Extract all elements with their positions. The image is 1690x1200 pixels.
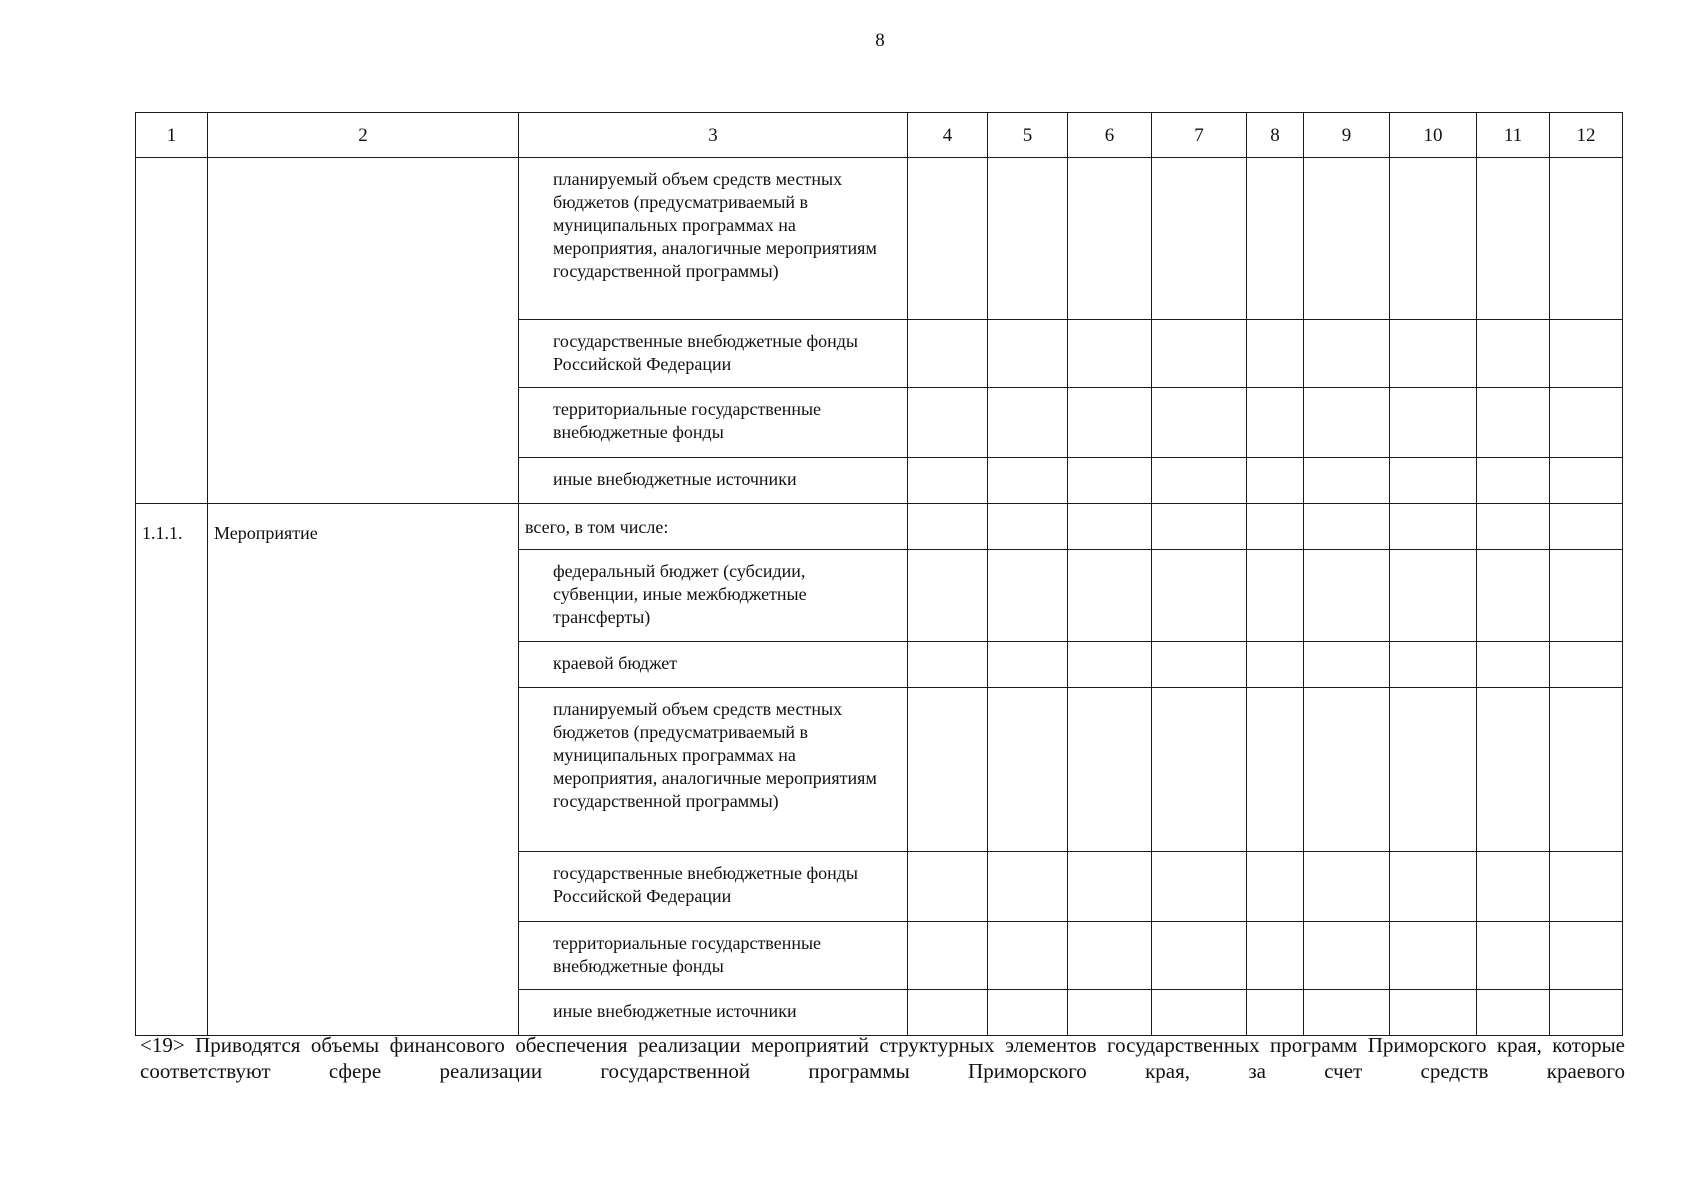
value-cell bbox=[1550, 990, 1623, 1036]
value-cell bbox=[1152, 158, 1247, 320]
activity-name-cell: Мероприятие bbox=[208, 504, 519, 1036]
value-cell bbox=[1304, 388, 1390, 458]
value-cell bbox=[1550, 388, 1623, 458]
funding-source-cell: всего, в том числе: bbox=[519, 504, 908, 550]
col-header: 8 bbox=[1247, 113, 1304, 158]
value-cell bbox=[1304, 642, 1390, 688]
value-cell bbox=[1068, 388, 1152, 458]
funding-source-cell: иные внебюджетные источники bbox=[519, 458, 908, 504]
funding-source-cell: иные внебюджетные источники bbox=[519, 990, 908, 1036]
value-cell bbox=[1477, 550, 1550, 642]
value-cell bbox=[1390, 852, 1477, 922]
value-cell bbox=[1477, 688, 1550, 852]
value-cell bbox=[1550, 642, 1623, 688]
value-cell bbox=[1390, 388, 1477, 458]
value-cell bbox=[988, 388, 1068, 458]
value-cell bbox=[1550, 504, 1623, 550]
value-cell bbox=[1550, 158, 1623, 320]
col-header: 4 bbox=[908, 113, 988, 158]
value-cell bbox=[988, 158, 1068, 320]
col-header: 3 bbox=[519, 113, 908, 158]
value-cell bbox=[1152, 990, 1247, 1036]
value-cell bbox=[1390, 550, 1477, 642]
financing-table bbox=[135, 112, 1623, 1036]
footnote: <19> Приводятся объемы финансового обеспечения реализации мероприятий структурных элементов государственных программ Приморского края, которые соответствуют сфере реализации государственной программы Приморского края, за счет средств краевого bbox=[140, 1033, 1625, 1083]
header-row bbox=[136, 113, 1623, 158]
value-cell bbox=[1304, 688, 1390, 852]
value-cell bbox=[1390, 504, 1477, 550]
row-number-cell bbox=[136, 158, 208, 504]
value-cell bbox=[1247, 504, 1304, 550]
value-cell bbox=[988, 320, 1068, 388]
value-cell bbox=[1152, 388, 1247, 458]
value-cell bbox=[1550, 550, 1623, 642]
value-cell bbox=[988, 922, 1068, 990]
value-cell bbox=[1304, 458, 1390, 504]
row-name-cell bbox=[208, 158, 519, 504]
value-cell bbox=[988, 852, 1068, 922]
value-cell bbox=[1477, 458, 1550, 504]
value-cell bbox=[1068, 852, 1152, 922]
value-cell bbox=[1304, 504, 1390, 550]
col-header: 1 bbox=[136, 113, 208, 158]
value-cell bbox=[1477, 388, 1550, 458]
value-cell bbox=[1068, 158, 1152, 320]
value-cell bbox=[1390, 158, 1477, 320]
page-number: 8 bbox=[875, 30, 885, 51]
funding-source-cell: государственные внебюджетные фонды Российской Федерации bbox=[519, 320, 908, 388]
value-cell bbox=[1247, 388, 1304, 458]
value-cell bbox=[1152, 852, 1247, 922]
col-header: 9 bbox=[1304, 113, 1390, 158]
value-cell bbox=[1477, 158, 1550, 320]
value-cell bbox=[1247, 320, 1304, 388]
value-cell bbox=[1247, 550, 1304, 642]
funding-source-cell: территориальные государственные внебюджетные фонды bbox=[519, 388, 908, 458]
value-cell bbox=[988, 504, 1068, 550]
value-cell bbox=[1304, 320, 1390, 388]
value-cell bbox=[1550, 458, 1623, 504]
col-header: 11 bbox=[1477, 113, 1550, 158]
table-row bbox=[136, 504, 1623, 550]
value-cell bbox=[1550, 852, 1623, 922]
col-header: 6 bbox=[1068, 113, 1152, 158]
value-cell bbox=[1247, 688, 1304, 852]
value-cell bbox=[1068, 458, 1152, 504]
value-cell bbox=[1304, 550, 1390, 642]
value-cell bbox=[1477, 852, 1550, 922]
value-cell bbox=[1304, 852, 1390, 922]
funding-source-cell: краевой бюджет bbox=[519, 642, 908, 688]
value-cell bbox=[1247, 852, 1304, 922]
col-header: 12 bbox=[1550, 113, 1623, 158]
value-cell bbox=[1304, 158, 1390, 320]
value-cell bbox=[988, 642, 1068, 688]
value-cell bbox=[1247, 458, 1304, 504]
col-header: 10 bbox=[1390, 113, 1477, 158]
value-cell bbox=[1152, 922, 1247, 990]
value-cell bbox=[1477, 320, 1550, 388]
value-cell bbox=[1152, 504, 1247, 550]
value-cell bbox=[908, 688, 988, 852]
funding-source-cell: территориальные государственные внебюджетные фонды bbox=[519, 922, 908, 990]
value-cell bbox=[1390, 320, 1477, 388]
value-cell bbox=[1247, 642, 1304, 688]
value-cell bbox=[988, 990, 1068, 1036]
value-cell bbox=[908, 320, 988, 388]
value-cell bbox=[1390, 990, 1477, 1036]
funding-source-cell: федеральный бюджет (субсидии, субвенции, иные межбюджетные трансферты) bbox=[519, 550, 908, 642]
activity-number-cell: 1.1.1. bbox=[136, 504, 208, 1036]
value-cell bbox=[1068, 320, 1152, 388]
funding-source-cell: государственные внебюджетные фонды Российской Федерации bbox=[519, 852, 908, 922]
value-cell bbox=[908, 504, 988, 550]
value-cell bbox=[1068, 688, 1152, 852]
value-cell bbox=[1304, 922, 1390, 990]
value-cell bbox=[1477, 504, 1550, 550]
value-cell bbox=[1068, 642, 1152, 688]
value-cell bbox=[1247, 922, 1304, 990]
value-cell bbox=[988, 550, 1068, 642]
value-cell bbox=[908, 550, 988, 642]
value-cell bbox=[908, 458, 988, 504]
value-cell bbox=[1390, 922, 1477, 990]
value-cell bbox=[1152, 320, 1247, 388]
value-cell bbox=[908, 990, 988, 1036]
value-cell bbox=[1068, 922, 1152, 990]
funding-source-cell: планируемый объем средств местных бюджетов (предусматриваемый в муниципальных программах на мероприятия, аналогичные мероприятиям государственной программы) bbox=[519, 688, 908, 852]
value-cell bbox=[1550, 688, 1623, 852]
col-header: 5 bbox=[988, 113, 1068, 158]
value-cell bbox=[1152, 458, 1247, 504]
value-cell bbox=[1247, 990, 1304, 1036]
value-cell bbox=[1152, 550, 1247, 642]
funding-source-cell: планируемый объем средств местных бюджетов (предусматриваемый в муниципальных программах на мероприятия, аналогичные мероприятиям государственной программы) bbox=[519, 158, 908, 320]
value-cell bbox=[908, 642, 988, 688]
value-cell bbox=[1390, 458, 1477, 504]
value-cell bbox=[908, 922, 988, 990]
value-cell bbox=[988, 458, 1068, 504]
value-cell bbox=[908, 158, 988, 320]
value-cell bbox=[1550, 922, 1623, 990]
value-cell bbox=[1068, 504, 1152, 550]
value-cell bbox=[1477, 990, 1550, 1036]
col-header: 2 bbox=[208, 113, 519, 158]
value-cell bbox=[988, 688, 1068, 852]
value-cell bbox=[1304, 990, 1390, 1036]
col-header: 7 bbox=[1152, 113, 1247, 158]
value-cell bbox=[1550, 320, 1623, 388]
value-cell bbox=[1068, 990, 1152, 1036]
value-cell bbox=[908, 852, 988, 922]
value-cell bbox=[1477, 642, 1550, 688]
value-cell bbox=[908, 388, 988, 458]
value-cell bbox=[1247, 158, 1304, 320]
value-cell bbox=[1068, 550, 1152, 642]
value-cell bbox=[1152, 642, 1247, 688]
value-cell bbox=[1390, 642, 1477, 688]
value-cell bbox=[1390, 688, 1477, 852]
value-cell bbox=[1477, 922, 1550, 990]
value-cell bbox=[1152, 688, 1247, 852]
table-row bbox=[136, 158, 1623, 320]
